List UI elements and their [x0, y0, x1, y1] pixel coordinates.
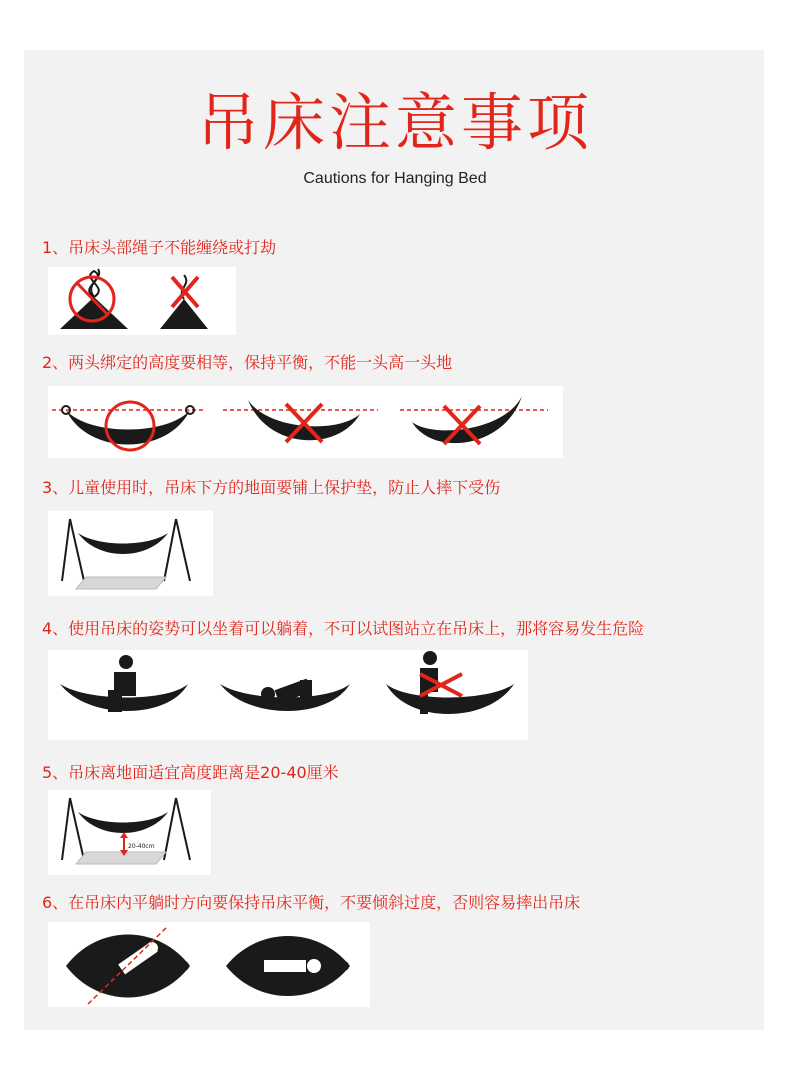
caution-5-text: 5、吊床离地面适宜高度距离是20-40厘米: [42, 763, 339, 782]
tangled-rope-icon: [60, 269, 128, 329]
caution-4-text: 4、使用吊床的姿势可以坐着可以躺着，不可以试图站立在吊床上，那将容易发生危险: [42, 619, 645, 638]
caution-3-text: 3、儿童使用时，吊床下方的地面要铺上保护垫，防止人摔下受伤: [42, 478, 501, 497]
straight-lying-icon: [226, 936, 350, 996]
hammock-stand-icon: [62, 519, 190, 581]
height-label: 20-40cm: [128, 843, 155, 850]
page-title: 吊床注意事项: [196, 86, 593, 159]
caution-2-illustration: [48, 386, 563, 458]
standing-person-icon: [386, 651, 514, 714]
protective-mat-icon: [76, 852, 166, 864]
caution-6-illustration: [48, 922, 370, 1007]
tilted-hammock-right-icon: [400, 396, 548, 444]
page-subtitle: Cautions for Hanging Bed: [303, 170, 487, 187]
caution-3-illustration: [48, 511, 213, 596]
sitting-person-icon: [60, 655, 188, 712]
caution-2-text: 2、两头绑定的高度要相等，保持平衡，不能一头高一头地: [42, 353, 453, 372]
caution-1-text: 1、吊床头部绳子不能缠绕或打劫: [42, 238, 277, 257]
knotted-rope-icon: [160, 275, 208, 329]
protective-mat-icon: [76, 577, 166, 589]
caution-6-text: 6、在吊床内平躺时方向要保持吊床平衡，不要倾斜过度，否则容易摔出吊床: [42, 893, 581, 912]
caution-4-illustration: [48, 650, 528, 740]
caution-5-illustration: [48, 790, 211, 875]
lying-person-icon: [220, 679, 350, 711]
caution-1-illustration: [48, 267, 236, 335]
level-hammock-icon: [52, 402, 203, 450]
tilted-hammock-left-icon: [223, 400, 378, 442]
diagonal-lying-icon: [66, 926, 190, 1004]
